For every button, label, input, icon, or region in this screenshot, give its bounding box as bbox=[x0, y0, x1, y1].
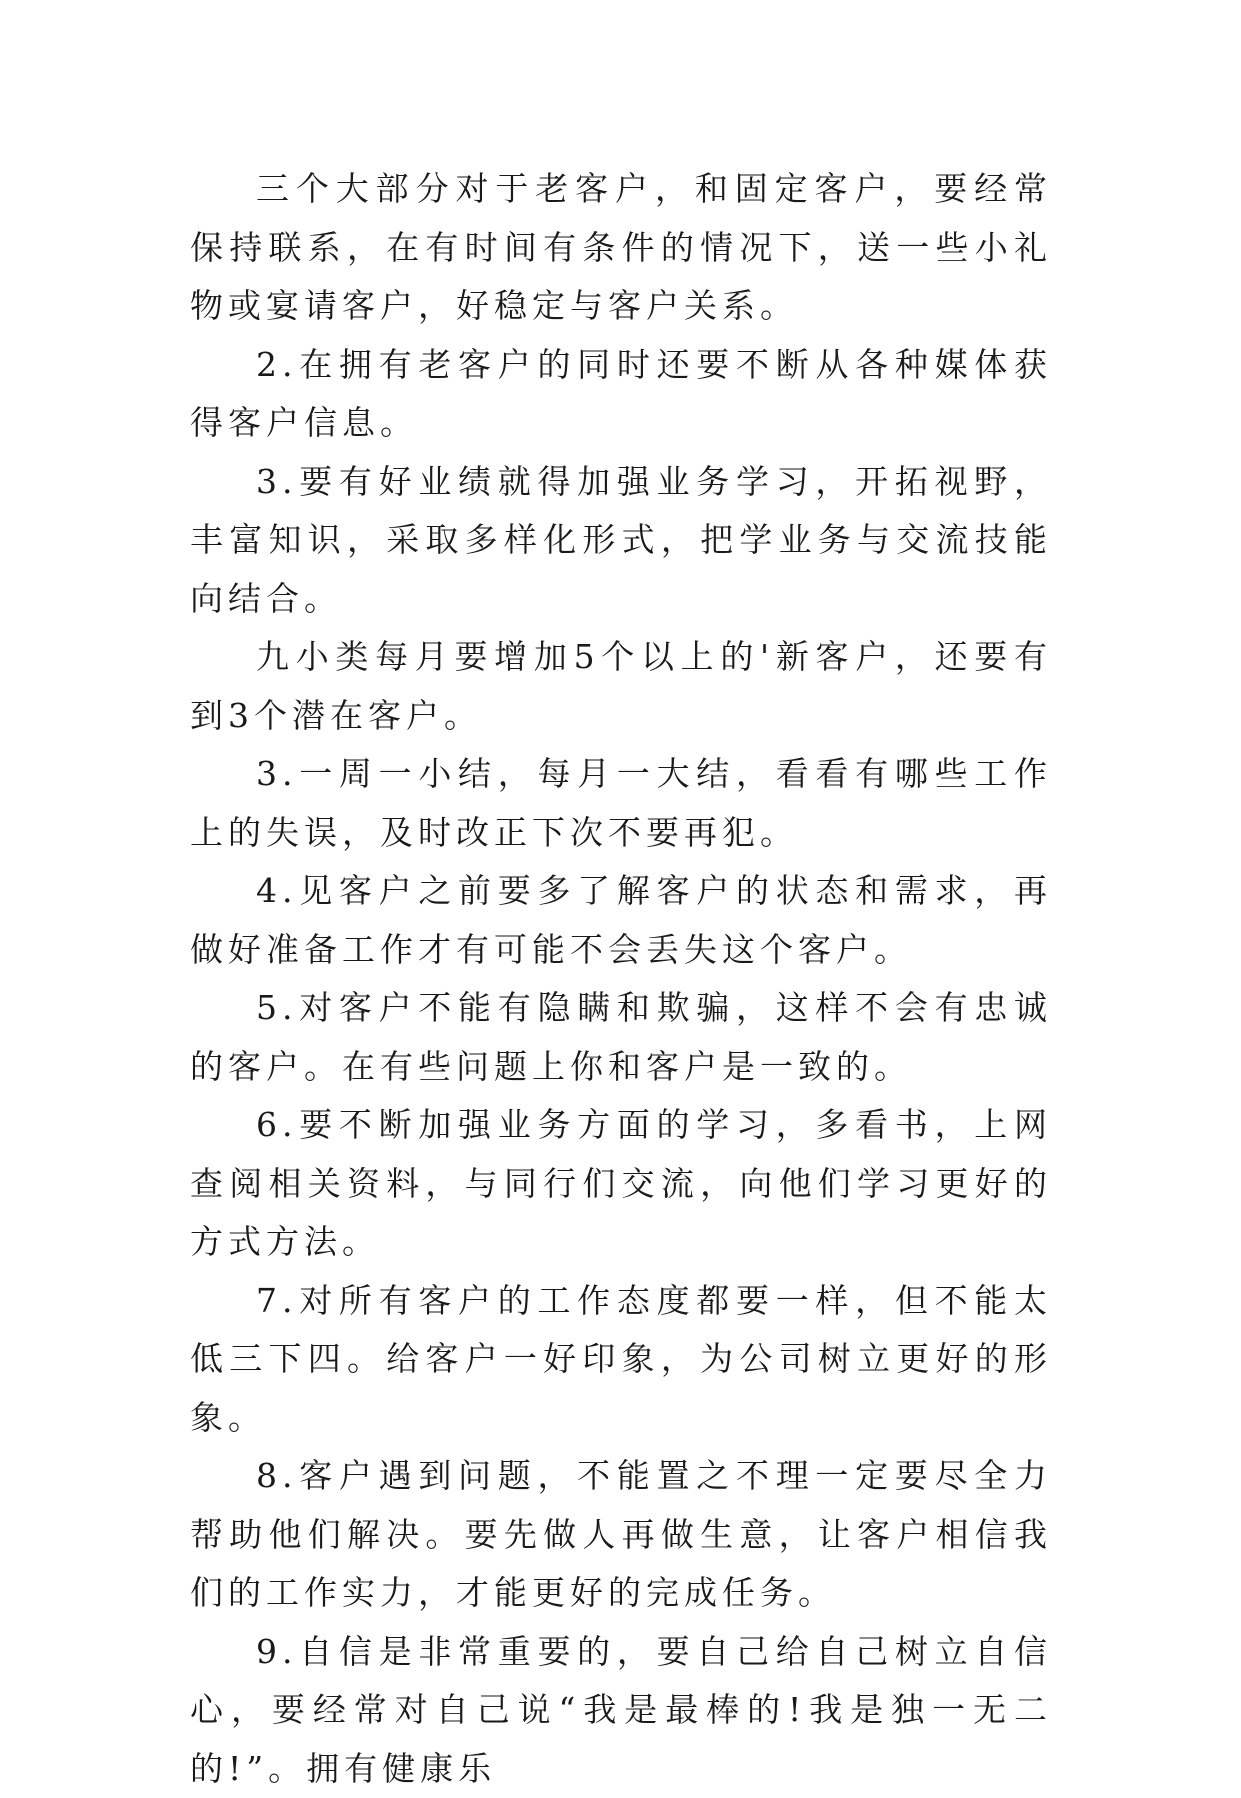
paragraph-9: 7.对所有客户的工作态度都要一样，但不能太低三下四。给客户一好印象，为公司树立更好的形象。 bbox=[190, 1272, 1052, 1448]
paragraph-6: 4.见客户之前要多了解客户的状态和需求，再做好准备工作才有可能不会丢失这个客户。 bbox=[190, 862, 1052, 979]
paragraph-11: 9.自信是非常重要的，要自己给自己树立自信心，要经常对自己说“我是最棒的!我是独一无二的!”。拥有健康乐 bbox=[190, 1623, 1052, 1798]
paragraph-2: 2.在拥有老客户的同时还要不断从各种媒体获得客户信息。 bbox=[190, 336, 1052, 453]
paragraph-8: 6.要不断加强业务方面的学习，多看书，上网查阅相关资料，与同行们交流，向他们学习更好的方式方法。 bbox=[190, 1096, 1052, 1272]
paragraph-5: 3.一周一小结，每月一大结，看看有哪些工作上的失误，及时改正下次不要再犯。 bbox=[190, 745, 1052, 862]
paragraph-7: 5.对客户不能有隐瞒和欺骗，这样不会有忠诚的客户。在有些问题上你和客户是一致的。 bbox=[190, 979, 1052, 1096]
paragraph-4: 九小类每月要增加5个以上的'新客户，还要有到3个潜在客户。 bbox=[190, 628, 1052, 745]
paragraph-10: 8.客户遇到问题，不能置之不理一定要尽全力帮助他们解决。要先做人再做生意，让客户相信我们的工作实力，才能更好的完成任务。 bbox=[190, 1447, 1052, 1623]
paragraph-1: 三个大部分对于老客户，和固定客户，要经常保持联系，在有时间有条件的情况下，送一些小礼物或宴请客户，好稳定与客户关系。 bbox=[190, 160, 1052, 336]
paragraph-3: 3.要有好业绩就得加强业务学习，开拓视野，丰富知识，采取多样化形式，把学业务与交流技能向结合。 bbox=[190, 453, 1052, 629]
document-body bbox=[190, 160, 1052, 1798]
